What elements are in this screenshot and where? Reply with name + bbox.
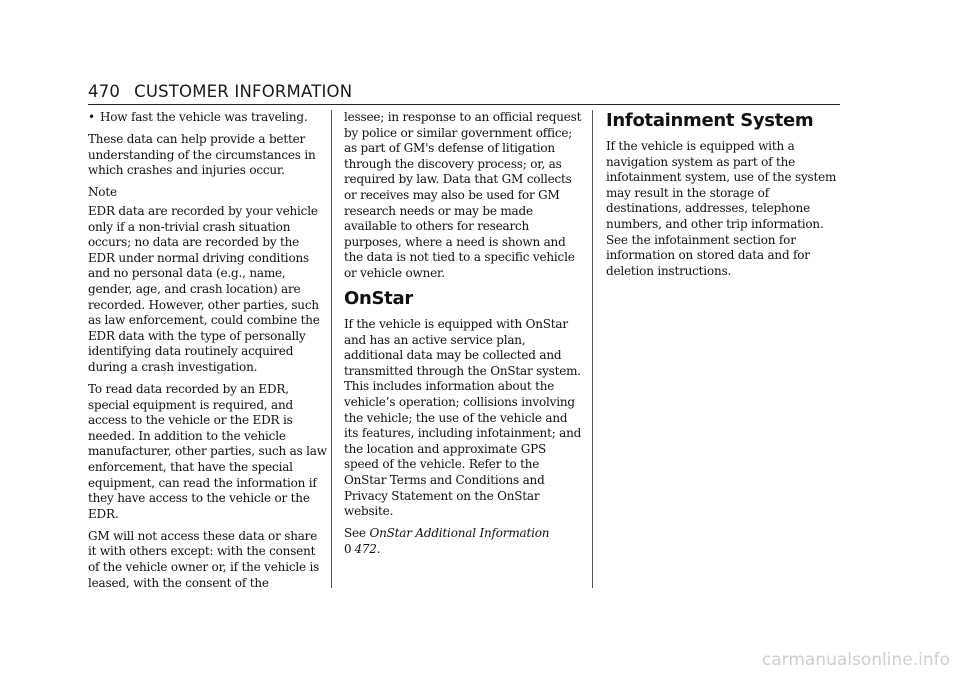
paragraph: GM will not access these data or share it with others except: with the consent of the vehicle owner or, if the vehicle is leased, with the consent of the [88,528,320,590]
column-divider [592,110,593,588]
section-heading-onstar: OnStar [344,288,413,310]
column-3 [606,110,842,286]
bullet-text: How fast the vehicle was traveling. [100,110,308,124]
watermark: carmanualsonline.info [761,650,950,670]
note-paragraph: EDR data are recorded by your vehicle only if a non-trivial crash situation occurs; no data are recorded by the EDR under normal driving conditions and no personal data (e.g., name, gender, age, and crash location) are recorded. However, other parties, such as law enforcement, could combine the EDR data with the type of personally identifying data routinely acquired during a crash investigation. [88,203,320,374]
cross-reference [344,526,584,557]
page-number: 470 [88,82,121,101]
column-2 [344,110,584,564]
bullet-icon: • [88,110,95,124]
page-ref-icon: 0 [344,541,352,556]
column-1 [88,110,328,598]
paragraph: These data can help provide a better understanding of the circumstances in which crashes and injuries occur. [88,132,316,178]
page-ref-number[interactable]: 472 [354,541,377,556]
bullet-item [88,110,328,126]
paragraph: To read data recorded by an EDR, special equipment is required, and access to the vehicle or the EDR is needed. In addition to the vehicle manufacturer, other parties, such as law enforcement, that have the special equipment, can read the information if they have access to the vehicle or the EDR. [88,382,327,521]
section-title: CUSTOMER INFORMATION [134,82,353,101]
column-divider [331,110,332,588]
ref-suffix: . [376,541,381,556]
page-header [88,82,840,101]
paragraph: If the vehicle is equipped with a navigation system as part of the infotainment system, use of the system may result in the storage of destinations, addresses, telephone numbers, and other trip information. See the infotainment section for information on stored data and for deletion instructions. [606,139,837,278]
section-heading-infotainment: Infotainment System [606,110,814,131]
onstar-additional-info-link[interactable]: OnStar Additional Information [369,526,550,541]
paragraph: lessee; in response to an official request by police or similar government office; as part of GM's defense of litigation through the discovery process; or, as required by law. Data that GM collects or receives may also be used for GM research needs or may be made available to others for research purposes, where a need is shown and the data is not tied to a specific vehicle or vehicle owner. [344,110,582,280]
see-prefix: See [344,526,366,541]
note-label: Note [88,185,117,200]
header-rule [88,104,840,105]
paragraph: If the vehicle is equipped with OnStar and has an active service plan, additional data may be collected and transmitted through the OnStar system. This includes information about the vehicle’s operation; collisions involving the vehicle; the use of the vehicle and its features, including infotainment; and the location and approximate GPS speed of the vehicle. Refer to the OnStar Terms and Conditions and Privacy Statement on the OnStar website. [344,317,582,519]
